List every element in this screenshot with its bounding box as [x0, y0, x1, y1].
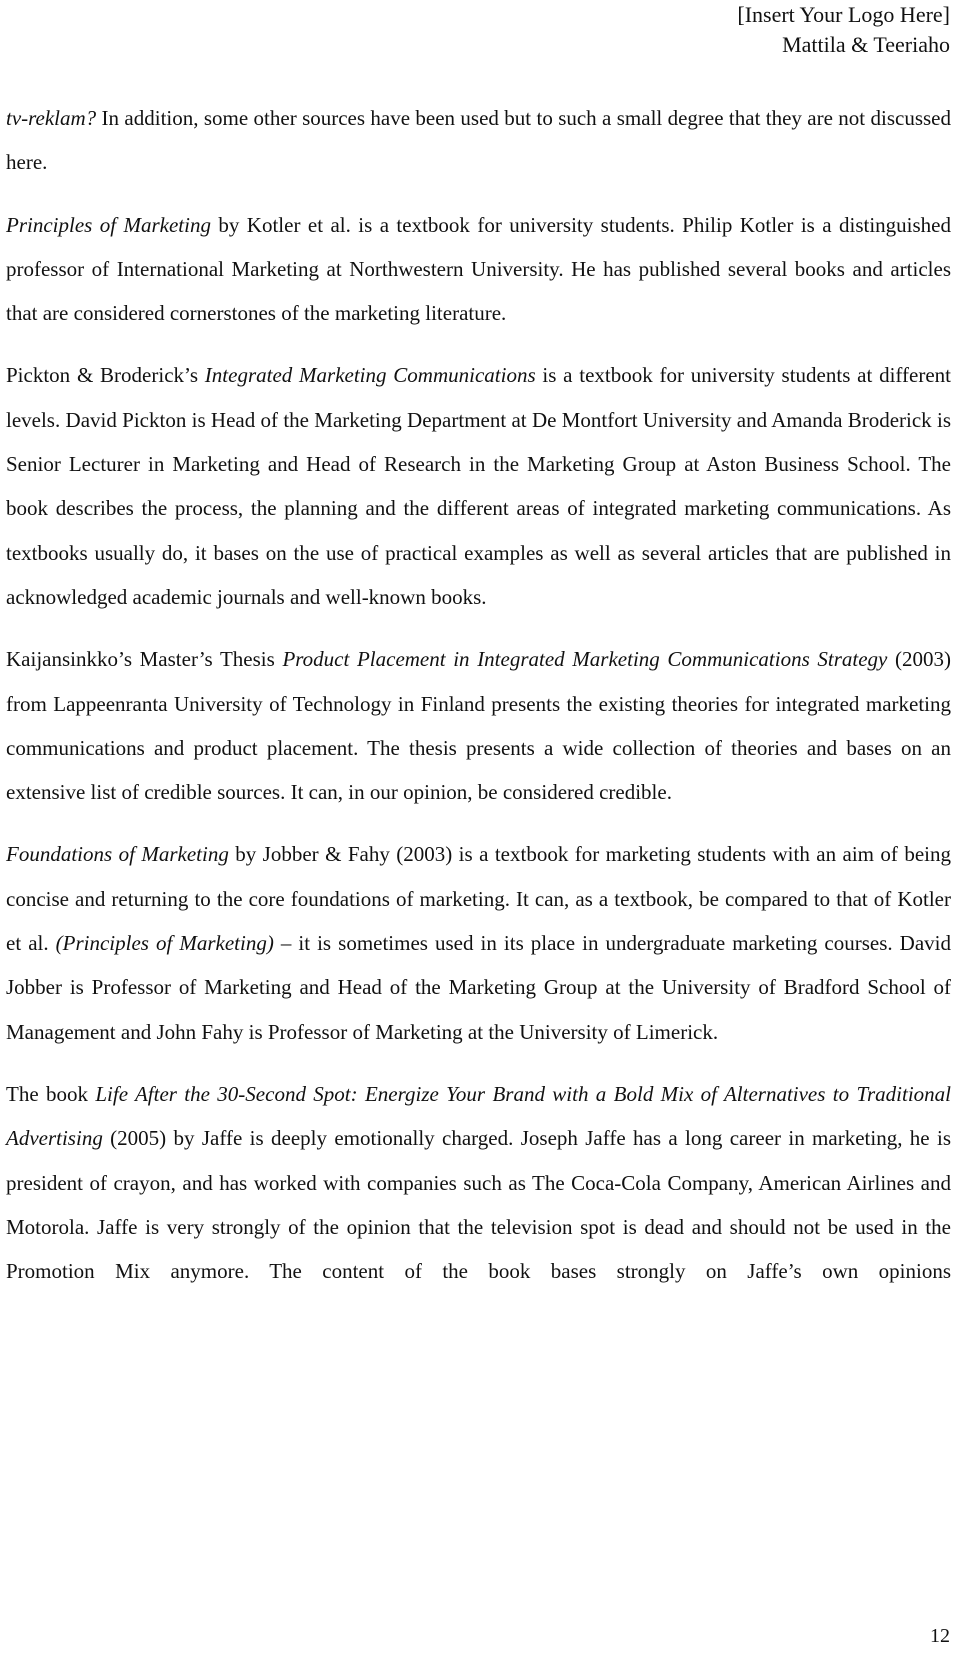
paragraph — [6, 96, 951, 185]
body-text — [6, 96, 951, 1311]
paragraph — [6, 1072, 951, 1293]
text-run: is a textbook for university students at different levels. David Pickton is Head of the Marketing Department at De Montfort University and Amanda Broderick is Senior Lecturer in Marketing and Head of Research in the Marketing Group at Aston Business School. The book describes the process, the planning and the different areas of integrated marketing communications. As textbooks usually do, it bases on the use of practical examples as well as several articles that are published in acknowledged academic journals and well-known books. — [6, 363, 951, 609]
paragraph — [6, 637, 951, 814]
text-run: by Jobber & Fahy (2003) is a textbook for marketing students with an aim of being concise and returning to the core foundations of marketing. It can, as a textbook, be compared to that of Kotler et al. — [6, 842, 951, 956]
text-run: by Kotler et al. is a textbook for university students. Philip Kotler is a distinguished professor of International Marketing at Northwestern University. He has published several books and articles that are considered cornerstones of the marketing literature. — [6, 212, 951, 326]
italic-title: Life After the 30-Second Spot: Energize Your Brand with a Bold Mix of Alternatives to Traditional Advertising — [6, 1081, 951, 1151]
page-header — [737, 0, 950, 60]
italic-title: tv-reklam? — [6, 106, 97, 130]
paragraph — [6, 832, 951, 1053]
text-run: In addition, some other sources have been used but to such a small degree that they are not discussed here. — [6, 106, 951, 175]
paragraph — [6, 353, 951, 619]
paragraph — [6, 203, 951, 336]
text-run: Pickton & Broderick’s — [6, 363, 205, 388]
text-run: (2005) by Jaffe is deeply emotionally charged. Joseph Jaffe has a long career in marketing, he is president of crayon, and has worked with companies such as The Coca-Cola Company, American Airlines and Motorola. Jaffe is very strongly of the opinion that the television spot is dead and should not be used in the Promotion Mix anymore. The content of the book bases strongly on Jaffe’s own opinions — [6, 1126, 951, 1284]
italic-title: Foundations of Marketing — [6, 842, 229, 867]
text-run: (2003) from Lappeenranta University of Technology in Finland presents the existing theories for integrated marketing communications and product placement. The thesis presents a wide collection of theories and bases on an extensive list of credible sources. It can, in our opinion, be considered credible. — [6, 647, 951, 805]
italic-title: Principles of Marketing — [6, 212, 211, 237]
text-run: Kaijansinkko’s Master’s Thesis — [6, 647, 283, 672]
text-run: The book — [6, 1081, 96, 1106]
authors: Mattila & Teeriaho — [782, 32, 950, 57]
text-run: – it is sometimes used in its place in undergraduate marketing courses. David Jobber is Professor of Marketing and Head of the Marketing Group at the University of Bradford School of Management and John Fahy is Professor of Marketing at the University of Limerick. — [6, 931, 951, 1044]
page-number: 12 — [930, 1625, 950, 1647]
logo-placeholder: [Insert Your Logo Here] — [737, 2, 950, 27]
italic-title: Product Placement in Integrated Marketing Communications Strategy — [282, 647, 888, 672]
italic-title: (Principles of Marketing) — [55, 931, 274, 956]
italic-title: Integrated Marketing Communications — [204, 363, 536, 388]
